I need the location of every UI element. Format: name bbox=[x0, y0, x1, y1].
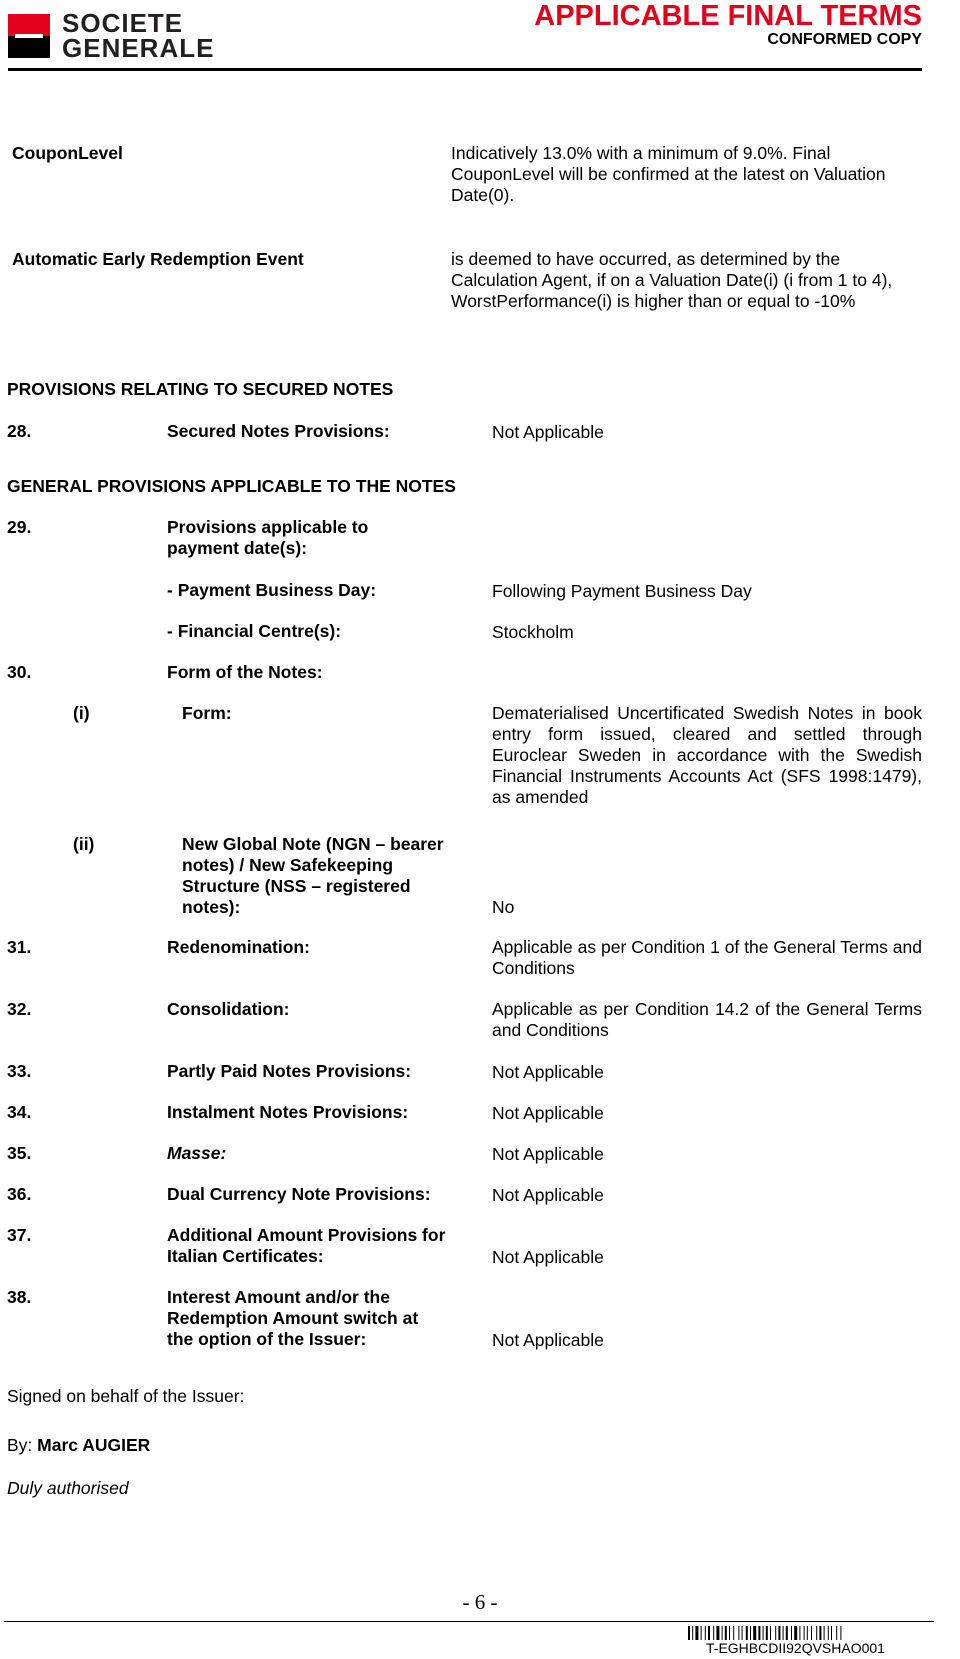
item-value: Not Applicable bbox=[492, 1330, 604, 1350]
signatory bbox=[7, 1435, 150, 1456]
item-number: 35. bbox=[7, 1143, 32, 1163]
item-label: Form of the Notes: bbox=[167, 662, 323, 682]
sub-item-value: No bbox=[492, 897, 515, 917]
item-label: Provisions applicable to payment date(s): bbox=[167, 517, 369, 558]
sub-item-number: (i) bbox=[73, 703, 90, 723]
logo-line-1: SOCIETE bbox=[62, 8, 184, 38]
item-value: Applicable as per Condition 14.2 of the General Terms and Conditions bbox=[492, 999, 922, 1040]
logo-line-2: GENERALE bbox=[62, 33, 215, 63]
item-value: Applicable as per Condition 1 of the General Terms and Conditions bbox=[492, 937, 922, 978]
item-number: 33. bbox=[7, 1061, 32, 1081]
signatory-name: Marc AUGIER bbox=[37, 1435, 151, 1455]
item-number: 34. bbox=[7, 1102, 32, 1122]
item-label: Dual Currency Note Provisions: bbox=[167, 1184, 431, 1204]
auto-early-redemption-label: Automatic Early Redemption Event bbox=[12, 249, 304, 269]
document-title: APPLICABLE FINAL TERMS bbox=[534, 0, 922, 32]
coupon-level-value: Indicatively 13.0% with a minimum of 9.0%. Final CouponLevel will be confirmed at the latest on Valuation Date(0). bbox=[451, 143, 886, 205]
sub-item-value: Following Payment Business Day bbox=[492, 581, 752, 601]
item-number: 31. bbox=[7, 937, 32, 957]
item-label: Instalment Notes Provisions: bbox=[167, 1102, 409, 1122]
item-label: Consolidation: bbox=[167, 999, 290, 1019]
document-subtitle: CONFORMED COPY bbox=[767, 31, 922, 48]
sub-item-value: Dematerialised Uncertificated Swedish Notes in book entry form issued, cleared and settled through Euroclear Sweden in accordance with the Swedish Financial Instruments Accounts Act (SFS 1998:1479), as amended bbox=[492, 703, 922, 807]
item-value: Not Applicable bbox=[492, 1185, 604, 1205]
item-label: Masse: bbox=[167, 1143, 227, 1163]
sub-item-label: Form: bbox=[182, 703, 232, 723]
item-value: Not Applicable bbox=[492, 1144, 604, 1164]
item-number: 29. bbox=[7, 517, 32, 537]
coupon-level-label: CouponLevel bbox=[12, 143, 123, 163]
item-number: 36. bbox=[7, 1184, 32, 1204]
item-number: 30. bbox=[7, 662, 32, 682]
item-label: Redenomination: bbox=[167, 937, 310, 957]
item-label: Additional Amount Provisions for Italian Certificates: bbox=[167, 1225, 446, 1266]
item-number: 28. bbox=[7, 421, 32, 441]
page-number: - 6 - bbox=[462, 1590, 498, 1614]
signatory-role: Duly authorised bbox=[7, 1478, 129, 1498]
item-value: Not Applicable bbox=[492, 422, 604, 442]
logo-wordmark bbox=[62, 8, 215, 63]
section-heading-general: GENERAL PROVISIONS APPLICABLE TO THE NOTES bbox=[7, 476, 456, 496]
auto-early-redemption-value: is deemed to have occurred, as determined by the Calculation Agent, if on a Valuation Date(i) (i from 1 to 4), WorstPerformance(i) is higher than or equal to -10% bbox=[451, 249, 893, 311]
sub-item-label: - Financial Centre(s): bbox=[167, 621, 342, 641]
item-value: Not Applicable bbox=[492, 1247, 604, 1267]
item-value: Not Applicable bbox=[492, 1103, 604, 1123]
signed-on-behalf: Signed on behalf of the Issuer: bbox=[7, 1386, 245, 1406]
item-label: Partly Paid Notes Provisions: bbox=[167, 1061, 412, 1081]
sub-item-label: New Global Note (NGN – bearer notes) / New Safekeeping Structure (NSS – registered notes): bbox=[182, 834, 444, 917]
document-reference: T-EGHBCDII92QVSHAO001 bbox=[706, 1640, 885, 1656]
item-label: Interest Amount and/or the Redemption Amount switch at the option of the Issuer: bbox=[167, 1287, 419, 1349]
signatory-prefix: By: bbox=[7, 1435, 38, 1455]
sub-item-number: (ii) bbox=[73, 834, 95, 854]
sub-item-value: Stockholm bbox=[492, 622, 574, 642]
header-divider bbox=[8, 68, 922, 71]
sub-item-label: - Payment Business Day: bbox=[167, 580, 377, 600]
societe-generale-logo-icon bbox=[8, 14, 50, 58]
section-heading-secured: PROVISIONS RELATING TO SECURED NOTES bbox=[7, 379, 394, 399]
item-value: Not Applicable bbox=[492, 1062, 604, 1082]
item-number: 38. bbox=[7, 1287, 32, 1307]
item-number: 32. bbox=[7, 999, 32, 1019]
item-label: Secured Notes Provisions: bbox=[167, 421, 390, 441]
item-number: 37. bbox=[7, 1225, 32, 1245]
footer-divider bbox=[4, 1621, 934, 1622]
